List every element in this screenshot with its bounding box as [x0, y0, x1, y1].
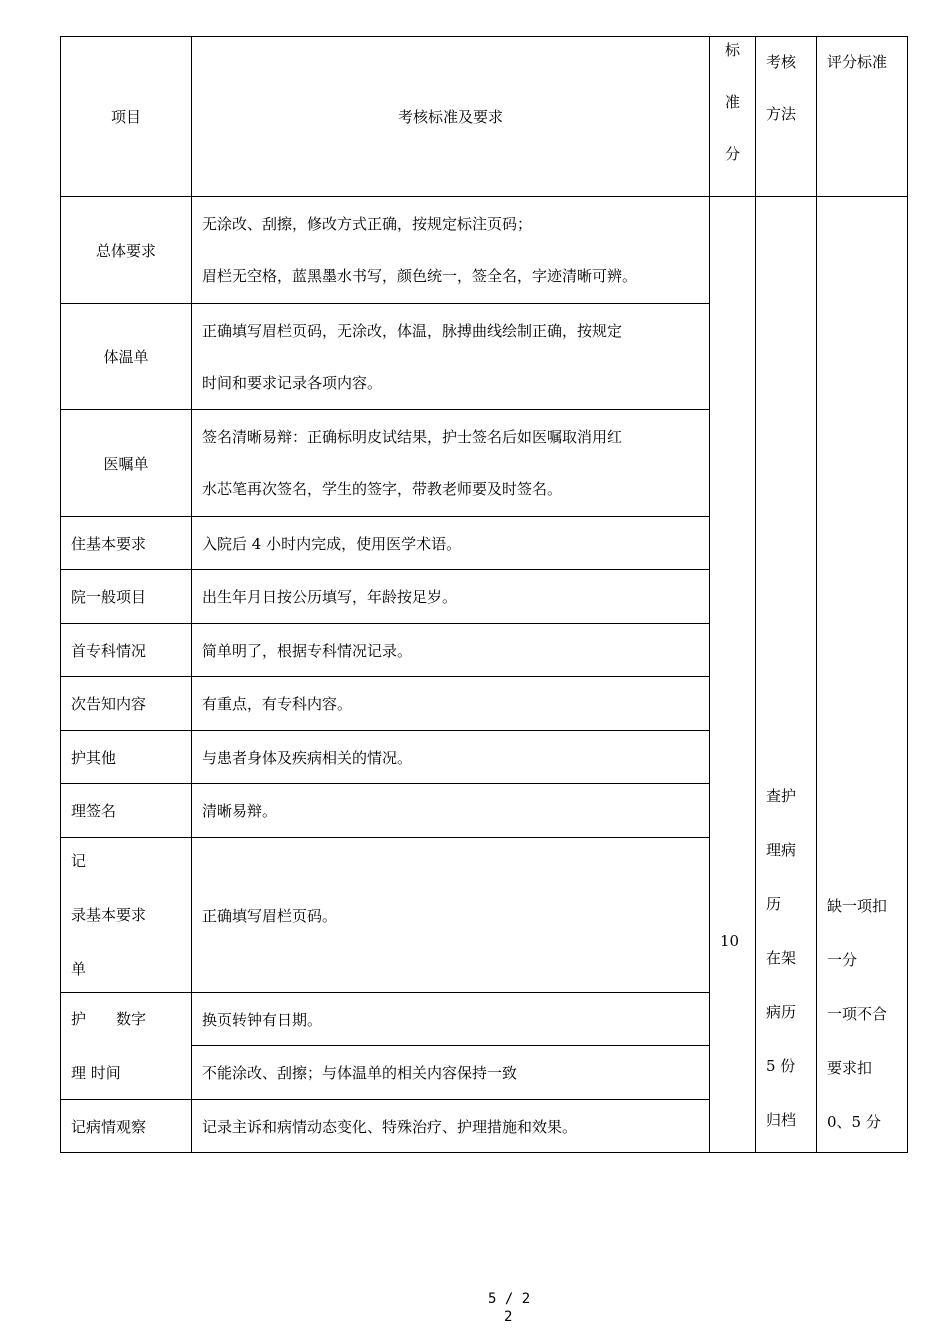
row-standard: 清晰易辩。	[192, 784, 710, 838]
method-lines	[766, 783, 816, 1133]
row-item: 院一般项目	[61, 570, 192, 624]
row-item: 次告知内容	[61, 677, 192, 731]
row-standard: 与患者身体及疾病相关的情况。	[192, 731, 710, 784]
row-item: 首专科情况	[61, 624, 192, 677]
row-item: 记病情观察	[61, 1100, 192, 1153]
score-value: 10	[720, 932, 740, 950]
page-number-line: 2	[504, 1309, 513, 1325]
standard-line: 时间和要求记录各项内容。	[202, 373, 383, 392]
header-score-char: 分	[724, 145, 740, 163]
row-item: 理签名	[61, 784, 192, 838]
row-standard	[192, 197, 710, 304]
score-cell	[710, 197, 756, 1153]
standard-line: 水芯笔再次签名，学生的签字，带教老师要及时签名。	[202, 480, 563, 498]
row-standard	[192, 410, 710, 517]
standard-line: 正确填写眉栏页码，无涂改，体温，脉搏曲线绘制正确，按规定	[202, 321, 623, 340]
method-line: 在架	[766, 949, 797, 967]
header-item: 项目	[61, 37, 192, 197]
row-standard: 换页转钟有日期。	[192, 993, 710, 1046]
row-item: 住基本要求	[61, 517, 192, 570]
method-line: 病历	[766, 1003, 797, 1021]
header-method	[756, 37, 817, 197]
method-line: 5 份	[766, 1057, 796, 1075]
row-standard: 不能涂改、刮擦；与体温单的相关内容保持一致	[192, 1046, 710, 1100]
header-criteria-text: 评分标准	[827, 53, 888, 71]
item-line: 护 数字	[71, 1010, 147, 1028]
criteria-line: 0、5 分	[827, 1113, 881, 1131]
page-number-line: 5 / 2	[488, 1291, 531, 1307]
criteria-cell	[817, 197, 908, 1153]
criteria-line: 要求扣	[827, 1059, 873, 1077]
row-item	[61, 993, 192, 1100]
standard-line: 无涂改、刮擦，修改方式正确，按规定标注页码；	[202, 215, 533, 233]
standard-line: 眉栏无空格，蓝黑墨水书写，颜色统一，签全名，字迹清晰可辨。	[202, 267, 638, 285]
criteria-line: 一项不合	[827, 1005, 888, 1023]
header-row	[61, 37, 908, 197]
header-criteria	[817, 37, 908, 197]
row-standard: 入院后 4 小时内完成，使用医学术语。	[192, 517, 710, 570]
row-standard: 出生年月日按公历填写，年龄按足岁。	[192, 570, 710, 624]
row-item: 总体要求	[61, 197, 192, 304]
item-line: 记	[71, 852, 87, 870]
header-score-char: 标	[724, 41, 740, 59]
header-method-line: 方法	[766, 105, 797, 123]
item-line: 理 时间	[71, 1064, 121, 1082]
row-standard: 简单明了，根据专科情况记录。	[192, 624, 710, 677]
standard-line: 签名清晰易辩：正确标明皮试结果，护士签名后如医嘱取消用红	[202, 428, 623, 446]
method-line: 理病	[766, 841, 797, 859]
header-score	[710, 37, 756, 197]
criteria-lines	[827, 893, 907, 1135]
row-standard	[192, 304, 710, 410]
method-line: 查护	[766, 787, 797, 805]
row-standard: 有重点，有专科内容。	[192, 677, 710, 731]
table-row	[61, 197, 908, 304]
page-number	[488, 1290, 568, 1326]
method-line: 历	[766, 895, 782, 913]
item-line: 录基本要求	[71, 906, 147, 924]
item-line: 单	[71, 960, 87, 978]
method-cell	[756, 197, 817, 1153]
header-standard: 考核标准及要求	[192, 37, 710, 197]
row-standard: 正确填写眉栏页码。	[192, 838, 710, 993]
method-line: 归档	[766, 1111, 797, 1129]
criteria-line: 缺一项扣	[827, 897, 888, 915]
row-item: 医嘱单	[61, 410, 192, 517]
criteria-line: 一分	[827, 951, 858, 969]
row-item	[61, 838, 192, 993]
row-item: 体温单	[61, 304, 192, 410]
row-item: 护其他	[61, 731, 192, 784]
header-score-char: 准	[724, 93, 740, 111]
row-standard: 记录主诉和病情动态变化、特殊治疗、护理措施和效果。	[192, 1100, 710, 1153]
assessment-table	[60, 36, 908, 1153]
header-method-line: 考核	[766, 53, 797, 71]
